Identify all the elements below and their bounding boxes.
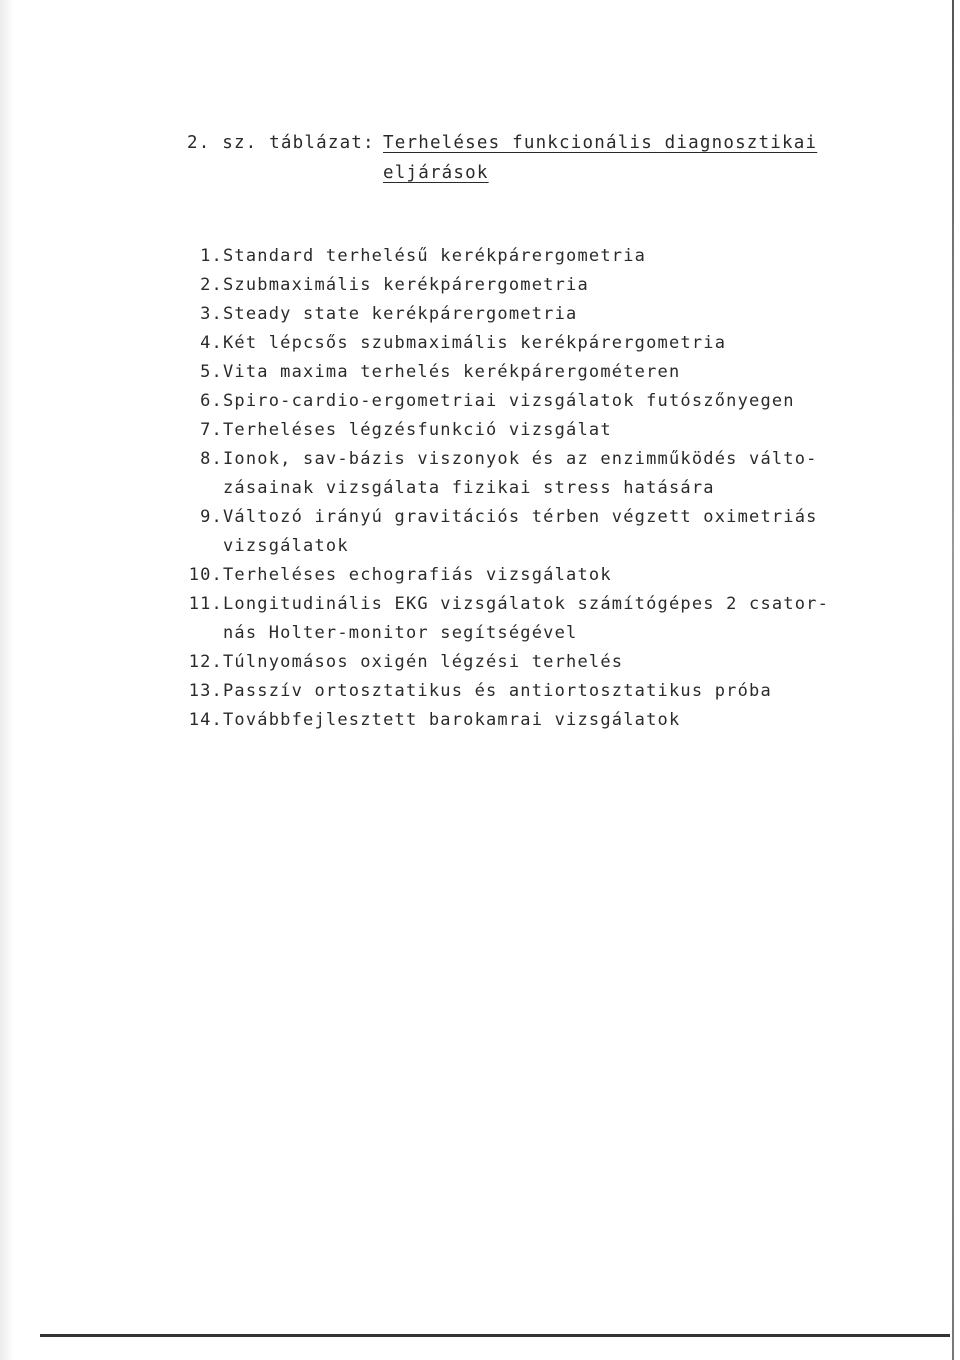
- list-item: [176, 329, 856, 358]
- item-text-line: Továbbfejlesztett barokamrai vizsgálatok: [223, 710, 681, 730]
- page-edge-right: [952, 0, 954, 1360]
- item-text-line: nás Holter-monitor segítségével: [223, 623, 578, 643]
- item-text-line: Steady state kerékpárergometria: [223, 304, 578, 324]
- list-item: [176, 300, 856, 329]
- item-text-line: Terheléses echografiás vizsgálatok: [223, 565, 612, 585]
- list-item: [176, 677, 856, 706]
- list-item: [176, 503, 856, 561]
- item-text-line: Ionok, sav-bázis viszonyok és az enzimműködés válto-: [223, 449, 818, 469]
- item-number: 12.: [188, 652, 223, 672]
- item-text: [223, 416, 612, 445]
- scan-shadow: [0, 0, 14, 1360]
- item-number: 4.: [200, 333, 223, 353]
- item-text-line: Passzív ortosztatikus és antiortosztatikus próba: [223, 681, 772, 701]
- item-number: 7.: [200, 420, 223, 440]
- item-text: [223, 358, 680, 387]
- item-number: 9.: [200, 507, 223, 527]
- item-text: [223, 271, 589, 300]
- table-title-line-1: Terheléses funkcionális diagnosztikai: [383, 133, 818, 153]
- item-text: [223, 561, 612, 590]
- page-edge-bottom: [40, 1334, 950, 1337]
- list-item: [176, 561, 856, 590]
- item-text: [223, 677, 772, 706]
- item-number: 6.: [200, 391, 223, 411]
- item-text-line: zásainak vizsgálata fizikai stress hatására: [223, 478, 715, 498]
- item-text: [223, 706, 680, 735]
- list-item: [176, 590, 856, 648]
- list-item: [176, 242, 856, 271]
- list-item: [176, 445, 856, 503]
- list-item: [176, 648, 856, 677]
- item-text: [223, 329, 726, 358]
- item-number: 3.: [200, 304, 223, 324]
- item-text-line: Terheléses légzésfunkció vizsgálat: [223, 420, 612, 440]
- item-text-line: Változó irányú gravitációs térben végzett oximetriás: [223, 507, 818, 527]
- list-item: [176, 416, 856, 445]
- item-text: [223, 648, 623, 677]
- item-text-line: Szubmaximális kerékpárergometria: [223, 275, 589, 295]
- list-item: [176, 358, 856, 387]
- item-text-line: Spiro-cardio-ergometriai vizsgálatok futószőnyegen: [223, 391, 795, 411]
- item-text: [223, 242, 646, 271]
- item-text: [223, 387, 795, 416]
- item-number: 8.: [200, 449, 223, 469]
- procedure-list: [176, 242, 856, 735]
- item-text-line: vizsgálatok: [223, 536, 349, 556]
- item-text: [223, 300, 577, 329]
- list-item: [176, 387, 856, 416]
- table-heading: [187, 128, 817, 188]
- item-number: 13.: [188, 681, 223, 701]
- item-number: 11.: [188, 594, 223, 614]
- item-text-line: Longitudinális EKG vizsgálatok számítógépes 2 csator-: [223, 594, 830, 614]
- item-text: [223, 503, 818, 561]
- table-title-line-2: eljárások: [383, 163, 489, 183]
- table-number: 2. sz. táblázat:: [187, 133, 375, 153]
- item-number: 2.: [200, 275, 223, 295]
- list-item: [176, 706, 856, 735]
- item-text-line: Vita maxima terhelés kerékpárergométeren: [223, 362, 681, 382]
- item-text-line: Két lépcsős szubmaximális kerékpárergometria: [223, 333, 727, 353]
- item-text-line: Túlnyomásos oxigén légzési terhelés: [223, 652, 624, 672]
- list-item: [176, 271, 856, 300]
- item-number: 14.: [188, 710, 223, 730]
- item-text: [223, 590, 829, 648]
- item-number: 5.: [200, 362, 223, 382]
- item-text: [223, 445, 818, 503]
- item-number: 10.: [188, 565, 223, 585]
- item-text-line: Standard terhelésű kerékpárergometria: [223, 246, 647, 266]
- item-number: 1.: [200, 246, 223, 266]
